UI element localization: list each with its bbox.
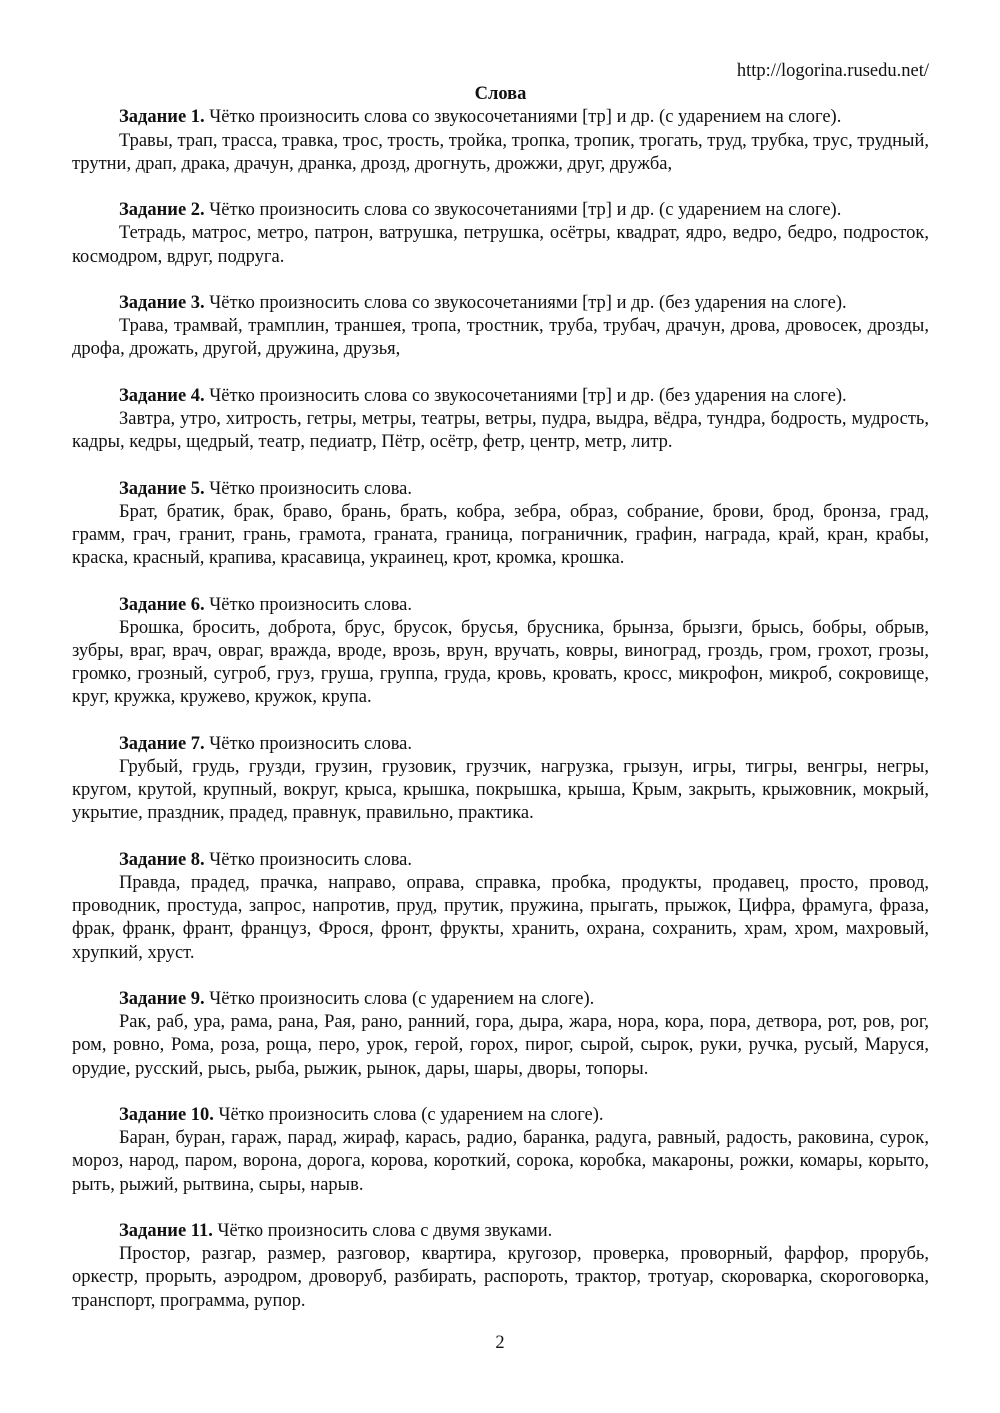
task-block-7 [72,733,929,826]
task-label: Задание 7. [119,733,205,754]
task-label: Задание 11. [119,1221,213,1241]
task-label: Задание 2. [119,200,205,221]
task-words: Брошка, бросить, доброта, брус, брусок, брусья, брусника, брынза, брызги, брысь, бобры, обрыв, зубры, враг, врач, овраг, вражда, вроде, врозь, врун, вручать, ковры, виноград, гроздь, гром, грохот, грозы, громко, грозный, сугроб, груз, груша, группа, груда, кровь, кровать, кросс, микрофон, микроб, сокровище, круг, кружка, кружево, кружок, крупа. [72,617,929,708]
task-block-11 [72,1220,929,1313]
task-instruction: Чётко произносить слова со звукосочетаниями [тр] и др. (с ударением на слоге). [204,200,842,221]
task-instruction: Чётко произносить слова с двумя звуками. [212,1221,553,1241]
task-words: Тетрадь, матрос, метро, патрон, ватрушка, петрушка, осётры, квадрат, ядро, ведро, бедро, подросток, космодром, вдруг, подруга. [72,223,929,267]
task-instruction: Чётко произносить слова. [204,594,413,615]
task-words: Баран, буран, гараж, парад, жираф, карась, радио, баранка, радуга, равный, радость, раковина, сурок, мороз, народ, паром, ворона, дорога, корова, короткий, сорока, коробка, макароны, рожки, комары, корыто, рыть, рыжий, рытвина, сыры, нарыв. [72,1128,929,1195]
task-label: Задание 1. [119,107,205,128]
task-words: Рак, раб, ура, рама, рана, Рая, рано, ранний, гора, дыра, жара, нора, кора, пора, детвора, рот, ров, рог, ром, ровно, Рома, роза, роща, перо, урок, герой, горох, пирог, сырой, сырок, руки, ручка, русый, Маруся, орудие, русский, рысь, рыба, рыжик, рынок, дары, шары, дворы, топоры. [72,1012,929,1079]
task-heading [72,1220,929,1243]
task-label: Задание 4. [119,385,205,406]
task-words: Брат, братик, брак, браво, брань, брать, кобра, зебра, образ, собрание, брови, брод, бронза, град, грамм, грач, гранит, грань, грамота, граната, граница, пограничник, графин, награда, край, кран, крабы, краска, красный, крапива, красавица, украинец, крот, кромка, крошка. [72,501,929,569]
page-number: 2 [495,1333,505,1353]
task-heading [72,292,929,315]
task-block-10 [72,1104,929,1197]
task-block-2 [72,199,929,269]
task-instruction: Чётко произносить слова (с ударением на слоге). [213,1105,604,1125]
task-label: Задание 10. [119,1105,214,1125]
task-words: Грубый, грудь, грузди, грузин, грузовик, грузчик, нагрузка, грызун, игры, тигры, венгры, негры, кругом, крутой, крупный, вокруг, крыса, крышка, покрышка, крыша, Крым, закрыть, крыжовник, мокрый, укрытие, праздник, прадед, правнук, правильно, практика. [72,757,929,824]
task-heading [72,385,929,408]
task-label: Задание 3. [119,293,205,313]
task-heading [72,199,929,222]
task-heading [72,478,929,501]
task-block-3 [72,292,929,362]
document-page [72,60,929,1336]
task-heading [72,988,929,1011]
page-title: Слова [474,84,527,105]
task-block-4 [72,385,929,455]
task-instruction: Чётко произносить слова (с ударением на слоге). [204,989,595,1009]
task-words: Простор, разгар, размер, разговор, квартира, кругозор, проверка, проворный, фарфор, прорубь, оркестр, прорыть, аэродром, дроворуб, разбирать, распороть, трактор, тротуар, скороварка, скороговорка, транспорт, программа, рупор. [72,1244,929,1311]
task-block-1 [72,106,929,176]
task-label: Задание 6. [119,594,205,615]
task-label: Задание 9. [119,989,205,1009]
task-label: Задание 5. [119,478,205,499]
task-words: Травы, трап, трасса, травка, трос, трость, тройка, тропка, тропик, трогать, труд, трубка, трус, трудный, трутни, драп, драка, драчун, дранка, дрозд, дрогнуть, дрожжи, друг, дружба, [72,130,929,174]
task-heading [72,106,929,129]
task-words: Завтра, утро, хитрость, гетры, метры, театры, ветры, пудра, выдра, вёдра, тундра, бодрость, мудрость, кадры, кедры, щедрый, театр, педиатр, Пётр, осётр, фетр, центр, метр, литр. [72,409,929,453]
task-heading [72,1104,929,1127]
task-instruction: Чётко произносить слова. [204,478,413,499]
task-instruction: Чётко произносить слова со звукосочетаниями [тр] и др. (без ударения на слоге). [204,293,847,313]
task-block-6 [72,594,929,710]
source-url[interactable]: http://logorina.rusedu.net/ [736,61,929,81]
task-block-5 [72,478,929,571]
task-heading [72,849,929,872]
task-words: Трава, трамвай, трамплин, траншея, тропа, тростник, труба, трубач, драчун, дрова, дровосек, дрозды, дрофа, дрожать, другой, дружина, друзья, [72,316,929,360]
task-block-8 [72,849,929,965]
task-instruction: Чётко произносить слова. [204,849,413,870]
task-heading [72,733,929,756]
task-label: Задание 8. [119,849,205,870]
task-instruction: Чётко произносить слова со звукосочетаниями [тр] и др. (без ударения на слоге). [204,385,847,406]
task-heading [72,594,929,617]
task-words: Правда, прадед, прачка, направо, оправа, справка, пробка, продукты, продавец, просто, провод, проводник, простуда, запрос, напротив, пруд, прутик, пружина, прыгать, прыжок, Цифра, фрамуга, фраза, фрак, франк, франт, француз, Фрося, фронт, фрукты, хранить, охрана, сохранить, храм, хром, махровый, хрупкий, хруст. [72,873,929,963]
task-instruction: Чётко произносить слова. [204,733,413,754]
task-instruction: Чётко произносить слова со звукосочетаниями [тр] и др. (с ударением на слоге). [204,107,842,128]
task-block-9 [72,988,929,1081]
